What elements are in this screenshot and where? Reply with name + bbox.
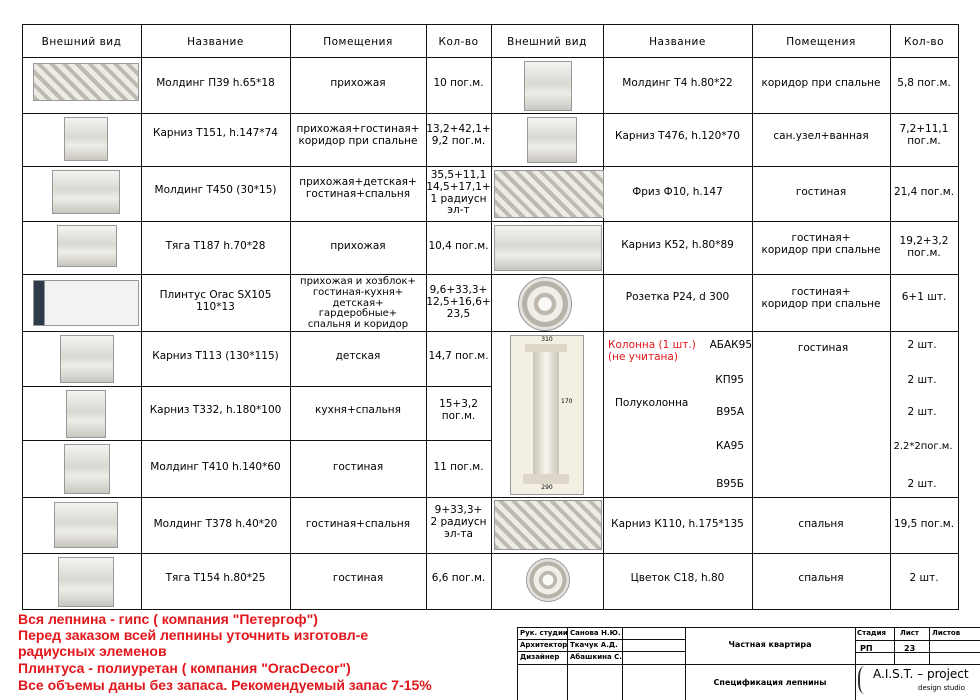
rod-image (58, 557, 114, 607)
column-part: КП95 (715, 374, 744, 386)
flower-image (526, 558, 570, 602)
frieze-image (494, 170, 604, 218)
frame-left (22, 24, 23, 610)
item-name: Тяга Т154 h.80*25 (165, 572, 266, 584)
stamp-sheet-number: 23 (904, 644, 916, 653)
item-name: Карниз К110, h.175*135 (611, 518, 744, 530)
item-qty: 9+33,3+ 2 радиусн эл-та (430, 504, 487, 540)
column-image (510, 335, 584, 495)
row-line (491, 113, 959, 114)
item-qty: 7,2+11,1 пог.м. (899, 123, 949, 147)
firm-name: A.I.S.T. – project (873, 667, 969, 681)
column-note: Колонна (1 шт.) (не учитана) (608, 339, 696, 363)
stamp-line (517, 627, 518, 700)
note-line: Плинтуса - полиуретан ( компания "OracDecor") (18, 660, 351, 676)
molding-image (54, 502, 118, 548)
header-rooms-left: Помещения (323, 36, 393, 48)
header-view-right: Внешний вид (507, 36, 587, 48)
item-rooms: прихожая (330, 77, 386, 89)
row-line (491, 497, 959, 498)
header-view-left: Внешний вид (41, 36, 122, 48)
cornice-image (494, 500, 602, 550)
item-rooms: прихожая+детская+ гостиная+спальня (299, 176, 417, 200)
column-room: гостиная (797, 342, 849, 354)
cornice-image (66, 390, 106, 438)
item-name: Фриз Ф10, h.147 (632, 186, 723, 198)
item-qty: 14,7 пог.м. (428, 350, 489, 362)
item-qty: 9,6+33,3+ 12,5+16,6+ 23,5 (426, 284, 491, 320)
column-shaft (533, 350, 559, 480)
molding-image (33, 63, 139, 101)
column-abacus (525, 344, 567, 352)
item-name: Молдинг Т4 h.80*22 (622, 77, 733, 89)
note-line: Перед заказом всей лепнины уточнить изготовл-е (18, 627, 369, 643)
item-rooms: гостиная (332, 572, 384, 584)
item-qty: 2 шт. (909, 572, 939, 584)
column-base (523, 474, 569, 484)
column-dim-mid: 170 (561, 398, 573, 405)
stamp-sheet-title: Спецификация лепнины (713, 678, 827, 687)
stamp-sheet-header: Лист (900, 629, 919, 637)
note-line: Вся лепнина - гипс ( компания "Петергоф") (18, 611, 318, 627)
stamp-line (517, 639, 685, 640)
stamp-stage-header: Стадия (857, 629, 886, 637)
half-column-label: Полуколонна (615, 397, 689, 409)
row-line (22, 440, 491, 441)
stamp-line (929, 627, 930, 664)
item-rooms: гостиная (795, 186, 847, 198)
row-line (491, 57, 959, 58)
item-qty: 6,6 пог.м. (431, 572, 486, 584)
column-qty: 2 шт. (907, 478, 937, 490)
cornice-image (64, 117, 108, 161)
item-name: Карниз Т151, h.147*74 (153, 127, 278, 139)
item-rooms: коридор при спальне (761, 77, 881, 89)
item-name: Плинтус Orac SX105 110*13 (159, 289, 272, 313)
item-qty: 21,4 пог.м. (893, 186, 955, 198)
stamp-person: Санова Н.Ю. (570, 629, 621, 637)
item-rooms: спальня (798, 518, 844, 530)
column-dim-top: 310 (541, 336, 553, 343)
stamp-sheets-header: Листов (932, 629, 961, 637)
item-rooms: сан.узел+ванная (773, 130, 869, 142)
item-qty: 10,4 пог.м. (428, 240, 489, 252)
stamp-line (685, 627, 686, 700)
note-line: радиусных элеменов (18, 643, 167, 659)
row-line (22, 274, 491, 275)
header-name-right: Название (649, 36, 706, 48)
skirting-image (33, 280, 139, 326)
item-qty: 13,2+42,1+ 9,2 пог.м. (426, 123, 491, 147)
molding-image (524, 61, 572, 111)
item-rooms: гостиная+ коридор при спальне (761, 286, 881, 310)
header-qty-left: Кол-во (438, 36, 479, 48)
item-rooms: гостиная+спальня (305, 518, 411, 530)
stamp-line (517, 664, 980, 665)
firm-subtitle: design studio (918, 684, 965, 692)
column-part: АБАК95 (709, 339, 752, 351)
item-name: Цветок С18, h.80 (630, 572, 725, 584)
item-rooms: гостиная (332, 461, 384, 473)
cornice-image (494, 225, 602, 271)
item-name: Молдинг П39 h.65*18 (156, 77, 275, 89)
stamp-line (855, 640, 980, 641)
row-line (22, 331, 491, 332)
row-line (22, 113, 491, 114)
stamp-line (517, 627, 980, 628)
stamp-line (517, 651, 685, 652)
rosette-image (518, 277, 572, 331)
row-line (22, 497, 491, 498)
frame-right (958, 24, 959, 610)
stamp-role: Дизайнер (520, 653, 560, 661)
item-name: Молдинг Т378 h.40*20 (153, 518, 278, 530)
item-rooms: детская (335, 350, 381, 362)
column-qty: 2.2*2пог.м. (893, 441, 953, 452)
item-qty: 35,5+11,1 14,5+17,1+ 1 радиусн эл-т (426, 169, 491, 217)
column-dim-bottom: 290 (541, 484, 553, 491)
item-name: Карниз К52, h.80*89 (621, 239, 734, 251)
item-rooms: прихожая+гостиная+ коридор при спальне (296, 123, 420, 147)
stamp-line (855, 627, 856, 700)
stamp-line (894, 627, 895, 664)
item-rooms: гостиная+ коридор при спальне (761, 232, 881, 256)
stamp-line (855, 652, 980, 653)
item-name: Молдинг Т450 (30*15) (154, 184, 277, 196)
firm-logo-icon (858, 666, 874, 694)
column-qty: 2 шт. (907, 406, 937, 418)
item-rooms: спальня (798, 572, 844, 584)
item-name: Тяга Т187 h.70*28 (165, 240, 266, 252)
rod-image (57, 225, 117, 267)
stamp-project: Частная квартира (728, 640, 812, 649)
item-rooms: прихожая и хозблок+ гостиная-кухня+ детская+ гардеробные+ спальня и коридор (300, 276, 416, 331)
column-qty: 2 шт. (907, 374, 937, 386)
molding-image (52, 170, 120, 214)
cornice-image (527, 117, 577, 163)
header-rooms-right: Помещения (786, 36, 856, 48)
stamp-stage: РП (860, 644, 873, 653)
col-line (491, 24, 492, 610)
row-line (22, 57, 491, 58)
column-part: В95А (716, 406, 744, 418)
item-name: Розетка Р24, d 300 (625, 291, 730, 303)
row-line (22, 553, 491, 554)
row-line (491, 166, 959, 167)
row-line (491, 221, 959, 222)
item-qty: 15+3,2 пог.м. (439, 398, 478, 422)
header-qty-right: Кол-во (904, 36, 944, 48)
stamp-person: Ткачук А.Д. (570, 641, 618, 649)
row-line (22, 609, 959, 610)
stamp-role: Архитектор (520, 641, 568, 649)
row-line (491, 274, 959, 275)
column-part: В95Б (716, 478, 744, 490)
item-rooms: прихожая (330, 240, 386, 252)
item-name: Карниз Т332, h.180*100 (149, 404, 282, 416)
molding-image (64, 444, 110, 494)
item-qty: 10 пог.м. (433, 77, 484, 89)
item-rooms: кухня+спальня (315, 404, 401, 416)
item-name: Карниз Т113 (130*115) (152, 350, 279, 362)
row-line (491, 331, 959, 332)
item-qty: 5,8 пог.м. (897, 77, 951, 89)
column-qty: 2 шт. (907, 339, 937, 351)
note-line: Все объемы даны без запаса. Рекомендуемый запас 7-15% (18, 677, 432, 693)
stamp-role: Рук. студии (520, 629, 568, 637)
row-line (491, 553, 959, 554)
item-qty: 11 пог.м. (433, 461, 484, 473)
item-name: Молдинг Т410 h.140*60 (150, 461, 281, 473)
stamp-line (567, 627, 568, 700)
item-qty: 6+1 шт. (901, 291, 947, 303)
row-line (22, 386, 491, 387)
item-qty: 19,5 пог.м. (893, 518, 955, 530)
stamp-line (622, 627, 623, 700)
stamp-person: Абашкина С. (570, 653, 622, 661)
cornice-image (60, 335, 114, 383)
item-name: Карниз Т476, h.120*70 (615, 130, 740, 142)
item-qty: 19,2+3,2 пог.м. (899, 235, 949, 259)
row-line (22, 221, 491, 222)
row-line (22, 166, 491, 167)
column-part: КА95 (716, 440, 744, 452)
header-name-left: Название (187, 36, 244, 48)
